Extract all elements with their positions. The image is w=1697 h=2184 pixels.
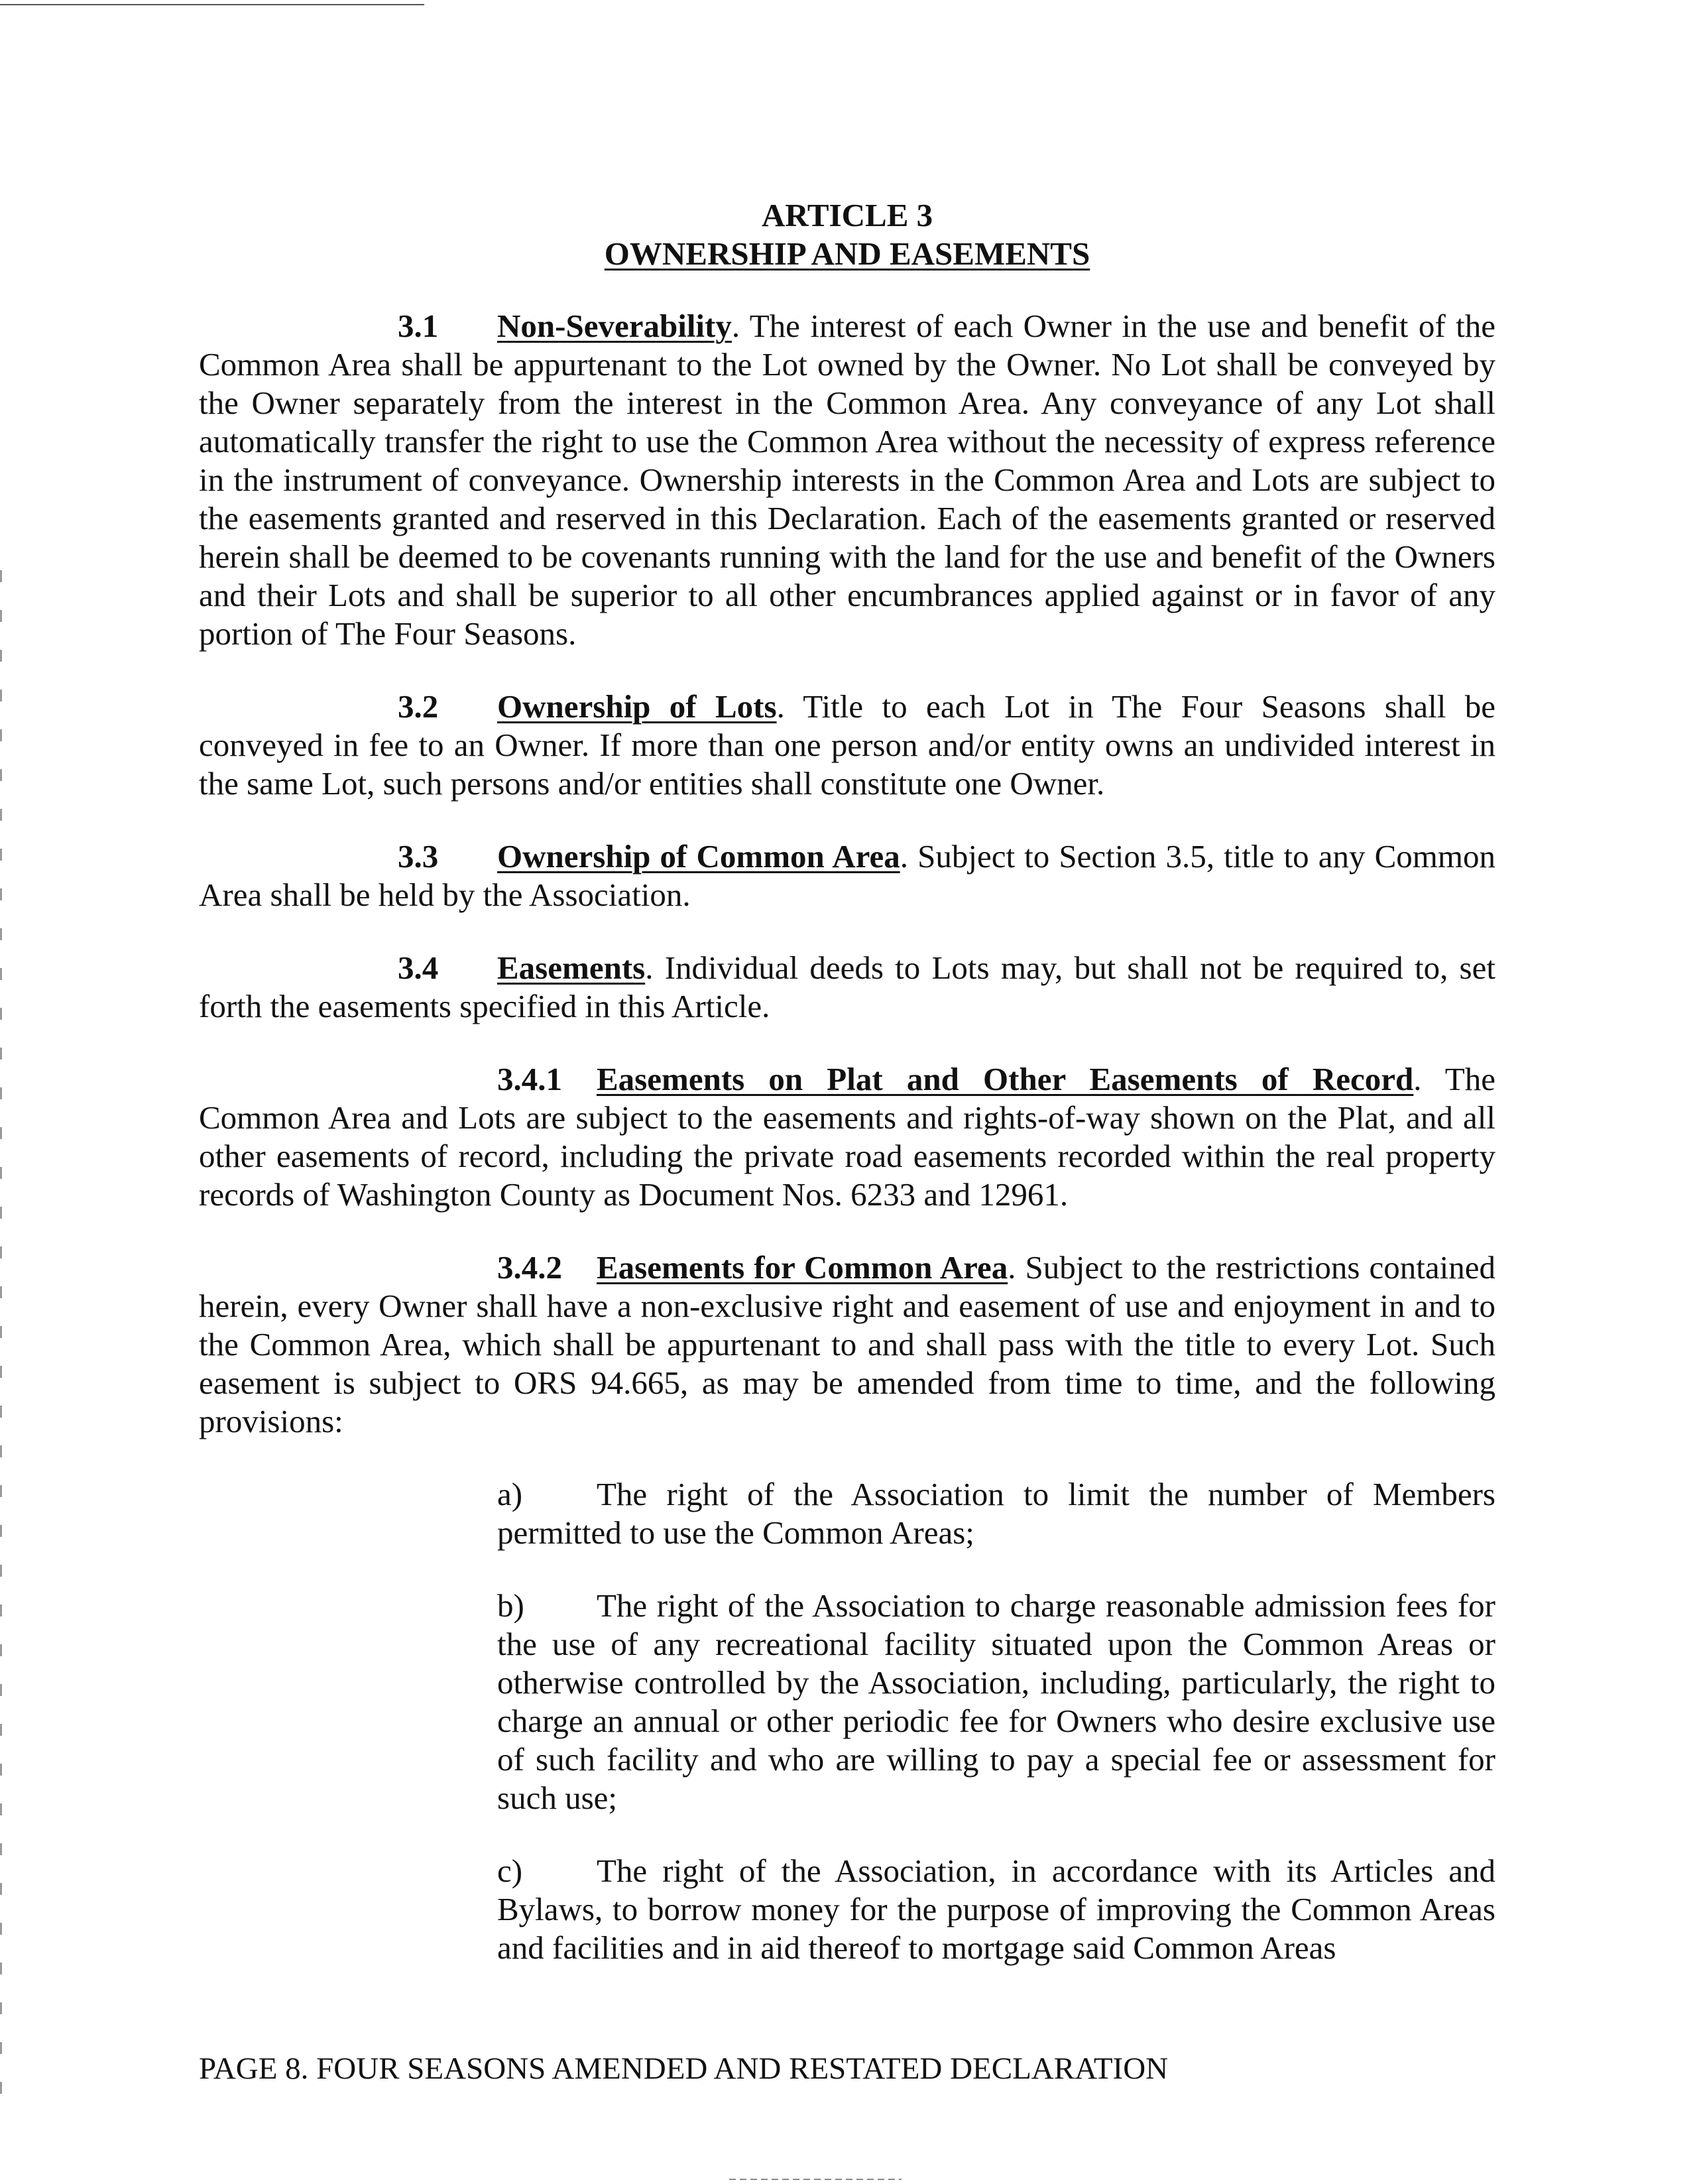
provision-text: The right of the Association to charge reasonable admission fees for the use of any recreational facility situated upon the Common Areas or otherwise controlled by the Association, including, particularly, the right to charge an annual or other periodic fee for Owners who desire exclusive use of such facility and who are willing to pay a special fee or assessment for such use;: [497, 1587, 1495, 1816]
section-text: . Subject to the restrictions contained herein, every Owner shall have a non-exclusive right and easement of use and enjoyment in and to the Common Area, which shall be appurtenant to and shall pass with the title to every Lot. Such easement is subject to ORS 94.665, as may be amended from time to time, and the following provisions:: [199, 1249, 1496, 1439]
document-page: [199, 196, 1495, 1967]
scan-margin-marks: [0, 570, 2, 2095]
scan-edge-line: [0, 4, 424, 5]
section-number: 3.4.2: [497, 1249, 562, 1286]
section-title: Ownership of Common Area: [497, 838, 900, 875]
section-title: Easements on Plat and Other Easements of Record: [597, 1061, 1414, 1097]
section-3-1: [199, 307, 1495, 653]
section-3-4: [199, 949, 1495, 1026]
section-text: . Title to each Lot in The Four Seasons shall be conveyed in fee to an Owner. If more than one person and/or entity owns an undivided interest in the same Lot, such persons and/or entities shall constitute one Owner.: [199, 688, 1495, 802]
section-text: . Individual deeds to Lots may, but shall not be required to, set forth the easements specified in this Article.: [199, 949, 1495, 1024]
section-3-4-1: [199, 1060, 1495, 1214]
section-title: Easements: [497, 949, 646, 986]
provision-text: The right of the Association to limit the number of Members permitted to use the Common Areas;: [497, 1476, 1495, 1551]
article-number: ARTICLE 3: [761, 197, 933, 233]
section-text: . The interest of each Owner in the use and benefit of the Common Area shall be appurtenant to the Lot owned by the Owner. No Lot shall be conveyed by the Owner separately from the interest in the Common Area. Any conveyance of any Lot shall automatically transfer the right to use the Common Area without the necessity of express reference in the instrument of conveyance. Ownership interests in the Common Area and Lots are subject to the easements granted and reserved in this Declaration. Each of the easements granted or reserved herein shall be deemed to be covenants running with the land for the use and benefit of the Owners and their Lots and shall be superior to all other encumbrances applied against or in favor of any portion of The Four Seasons.: [199, 308, 1495, 652]
section-text: . Subject to Section 3.5, title to any Common Area shall be held by the Association.: [199, 838, 1495, 913]
section-title: Easements for Common Area: [597, 1249, 1008, 1286]
provision-label: b): [497, 1587, 524, 1624]
page-footer: PAGE 8. FOUR SEASONS AMENDED AND RESTATED DECLARATION: [199, 2051, 1169, 2086]
provision-item-c: [497, 1852, 1495, 1967]
section-title: Ownership of Lots: [497, 688, 777, 725]
provision-text: The right of the Association, in accordance with its Articles and Bylaws, to borrow money for the purpose of improving the Common Areas and facilities and in aid thereof to mortgage said Common Areas: [497, 1852, 1495, 1966]
provision-label: a): [497, 1476, 523, 1512]
section-number: 3.4.1: [497, 1061, 562, 1097]
section-number: 3.3: [398, 838, 439, 875]
section-text: . The Common Area and Lots are subject to the easements and rights-of-way shown on the Plat, and all other easements of record, including the private road easements recorded within the real property records of Washington County as Document Nos. 6233 and 12961.: [199, 1061, 1495, 1213]
provision-item-b: [497, 1587, 1495, 1817]
section-number: 3.1: [398, 308, 439, 344]
provision-label: c): [497, 1852, 523, 1889]
section-number: 3.2: [398, 688, 439, 725]
article-title: OWNERSHIP AND EASEMENTS: [604, 235, 1090, 272]
section-number: 3.4: [398, 949, 439, 986]
section-3-4-2: [199, 1248, 1495, 1441]
provision-item-a: [497, 1475, 1495, 1552]
section-title: Non-Severability: [497, 308, 732, 344]
section-3-3: [199, 837, 1495, 914]
section-3-2: [199, 688, 1495, 803]
scan-bottom-line: [729, 2179, 902, 2180]
